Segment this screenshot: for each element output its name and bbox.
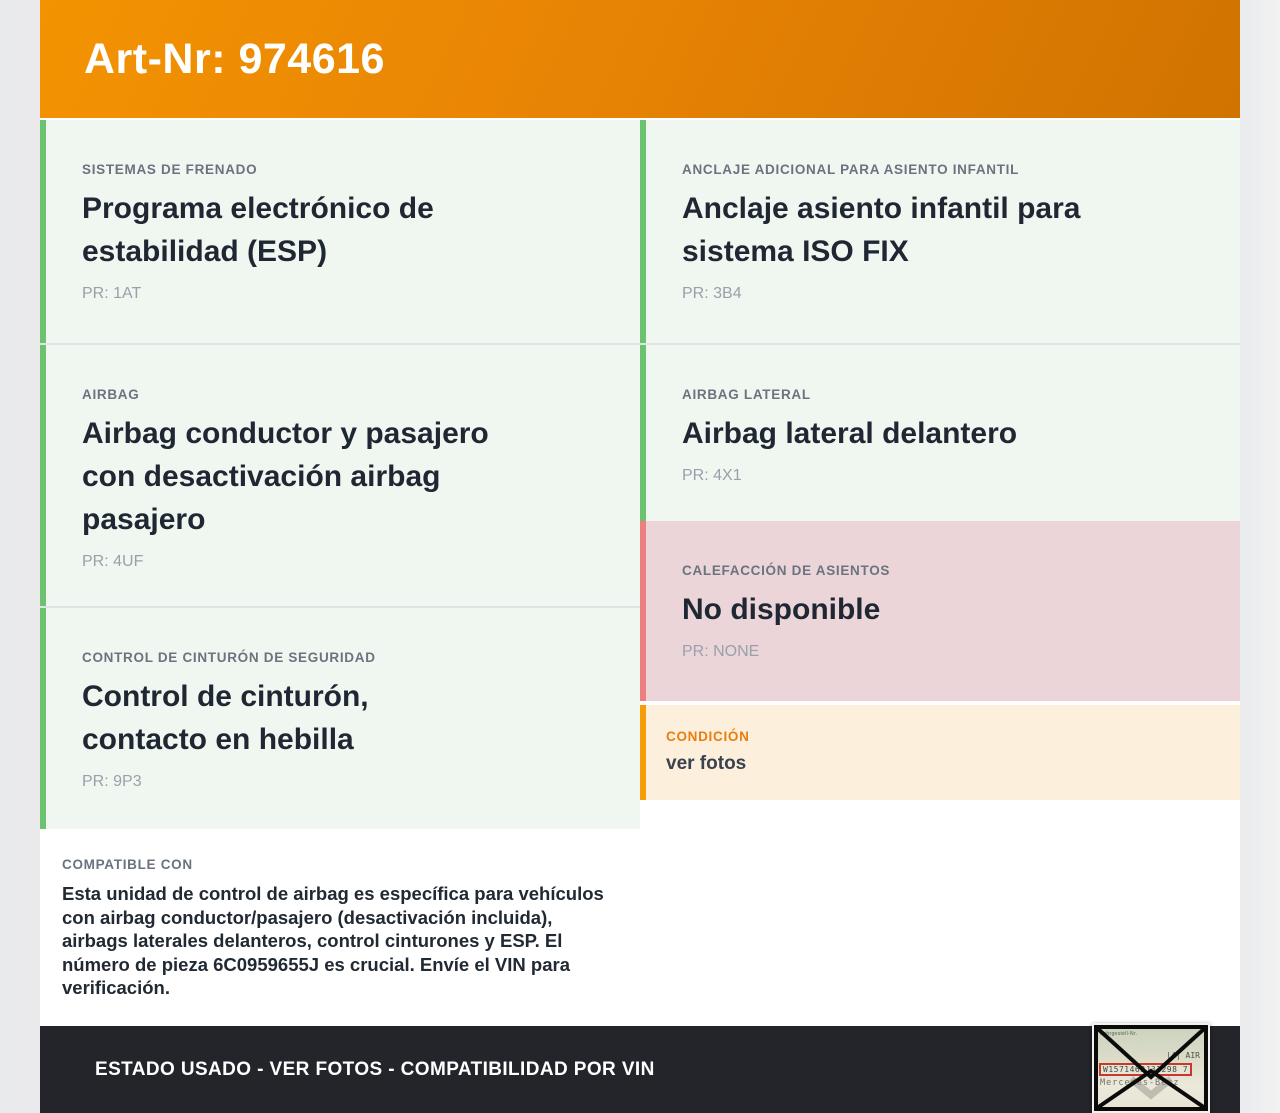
compatibility-text: Esta unidad de control de airbag es específica para vehículos con airbag conductor/pasajero (desactivación incluida), airbags laterales delanteros, control cinturones y ESP. El número de pieza 6C0959655J es crucial. Envíe el VIN para verificación. [62, 883, 604, 998]
feature-title: Programa electrónico de estabilidad (ESP) [82, 192, 434, 268]
vin-brand: Mercedes-Benz [1100, 1078, 1180, 1088]
page-title: Art-Nr: 974616 [84, 34, 385, 83]
condition-value: ver fotos [666, 753, 747, 774]
feature-card-cinturon [40, 608, 640, 829]
vin-document-photo [1092, 1023, 1210, 1113]
right-column [640, 120, 1240, 1026]
pr-code: PR: 4UF [82, 553, 144, 570]
feature-title: Airbag conductor y pasajero con desactivación airbag pasajero [82, 417, 489, 536]
vin-doc-aux: |4| AIR [1166, 1051, 1200, 1060]
feature-card-calefaccion [640, 521, 1240, 701]
compatibility-note [40, 829, 640, 1000]
content-column [40, 0, 1240, 1113]
feature-title: No disponible [682, 593, 881, 626]
feature-category: AIRBAG [82, 387, 140, 402]
pr-code: PR: 4X1 [682, 467, 742, 484]
feature-title: Airbag lateral delantero [682, 417, 1018, 450]
condition-card [640, 705, 1240, 800]
vin-number: W1571463J31298 7 [1099, 1063, 1192, 1076]
pr-code: PR: NONE [682, 643, 760, 660]
feature-category: CALEFACCIÓN DE ASIENTOS [682, 563, 891, 578]
envelope-icon [1094, 1025, 1208, 1111]
feature-category: SISTEMAS DE FRENADO [82, 162, 258, 177]
status-footer [40, 1026, 1240, 1113]
compatibility-label: COMPATIBLE CON [62, 857, 193, 872]
feature-card-esp [40, 120, 640, 343]
feature-title: Anclaje asiento infantil para sistema ISO FIX [682, 192, 1081, 268]
feature-card-airbag-lateral [640, 345, 1240, 521]
feature-grid [40, 120, 1240, 1026]
article-number-banner [40, 0, 1240, 118]
vin-doc-label: Fahrgestell-Nr. [1100, 1031, 1138, 1037]
status-footer-text: ESTADO USADO - VER FOTOS - COMPATIBILIDAD POR VIN [95, 1058, 655, 1080]
condition-label: CONDICIÓN [666, 729, 750, 744]
pr-code: PR: 9P3 [82, 773, 142, 790]
feature-category: ANCLAJE ADICIONAL PARA ASIENTO INFANTIL [682, 162, 1020, 177]
pr-code: PR: 1AT [82, 285, 142, 302]
pr-code: PR: 3B4 [682, 285, 742, 302]
left-column [40, 120, 640, 1026]
feature-category: AIRBAG LATERAL [682, 387, 811, 402]
feature-title: Control de cinturón, contacto en hebilla [82, 680, 369, 756]
feature-category: CONTROL DE CINTURÓN DE SEGURIDAD [82, 650, 376, 665]
feature-card-isofix [640, 120, 1240, 343]
feature-card-airbag [40, 345, 640, 606]
